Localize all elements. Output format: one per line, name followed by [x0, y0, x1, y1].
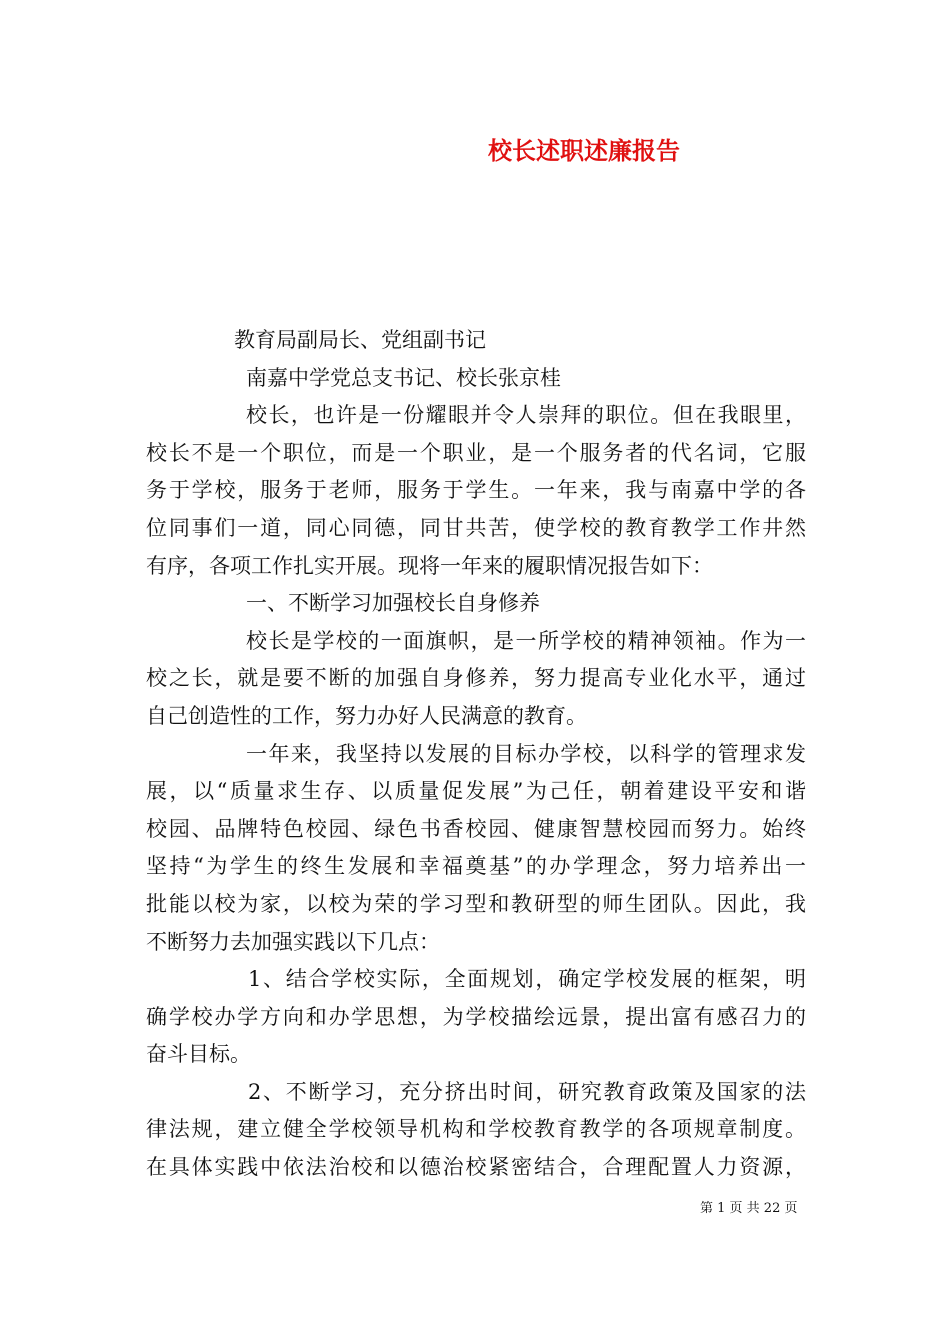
body-line: 校长是学校的一面旗帜，是一所学校的精神领袖。作为一	[246, 628, 806, 653]
body-line: 确学校办学方向和办学思想，为学校描绘远景，提出富有感召力的	[146, 1004, 806, 1029]
body-line: 奋斗目标。	[146, 1042, 251, 1067]
body-line: 律法规，建立健全学校领导机构和学校教育教学的各项规章制度。	[146, 1117, 806, 1142]
section-heading-1: 一、不断学习加强校长自身修养	[246, 591, 540, 616]
body-line: 校长，也许是一份耀眼并令人崇拜的职位。但在我眼里，	[246, 403, 806, 428]
author-line-1: 教育局副局长、党组副书记	[234, 328, 486, 352]
body-line: 批能以校为家，以校为荣的学习型和教研型的师生团队。因此，我	[146, 891, 806, 916]
body-line: 坚持“为学生的终生发展和幸福奠基”的办学理念，努力培养出一	[146, 854, 806, 879]
list-item-1: 1、结合学校实际，全面规划，确定学校发展的框架，明	[248, 967, 806, 992]
list-item-2: 2、不断学习，充分挤出时间，研究教育政策及国家的法	[248, 1079, 806, 1104]
body-line: 自己创造性的工作，努力办好人民满意的教育。	[146, 703, 587, 728]
body-line: 务于学校，服务于老师，服务于学生。一年来，我与南嘉中学的各	[146, 478, 806, 503]
body-line: 位同事们一道，同心同德，同甘共苦，使学校的教育教学工作井然	[146, 515, 806, 540]
author-line-2: 南嘉中学党总支书记、校长张京桂	[246, 365, 561, 390]
body-line: 有序，各项工作扎实开展。现将一年来的履职情况报告如下：	[146, 553, 713, 578]
body-line: 不断努力去加强实践以下几点：	[146, 929, 440, 954]
body-line: 一年来，我坚持以发展的目标办学校，以科学的管理求发	[246, 741, 806, 766]
page-number: 第 1 页 共 22 页	[700, 1201, 798, 1216]
body-line: 校园、品牌特色校园、绿色书香校园、健康智慧校园而努力。始终	[146, 816, 806, 841]
body-line: 校长不是一个职位，而是一个职业，是一个服务者的代名词，它服	[146, 440, 806, 465]
body-line: 展，以“质量求生存、以质量促发展”为己任，朝着建设平安和谐	[146, 779, 806, 804]
document-body	[146, 322, 806, 1187]
body-line: 校之长，就是要不断的加强自身修养，努力提高专业化水平，通过	[146, 666, 806, 691]
body-line: 在具体实践中依法治校和以德治校紧密结合，合理配置人力资源，	[146, 1155, 806, 1180]
document-title: 校长述职述廉报告	[488, 136, 680, 165]
